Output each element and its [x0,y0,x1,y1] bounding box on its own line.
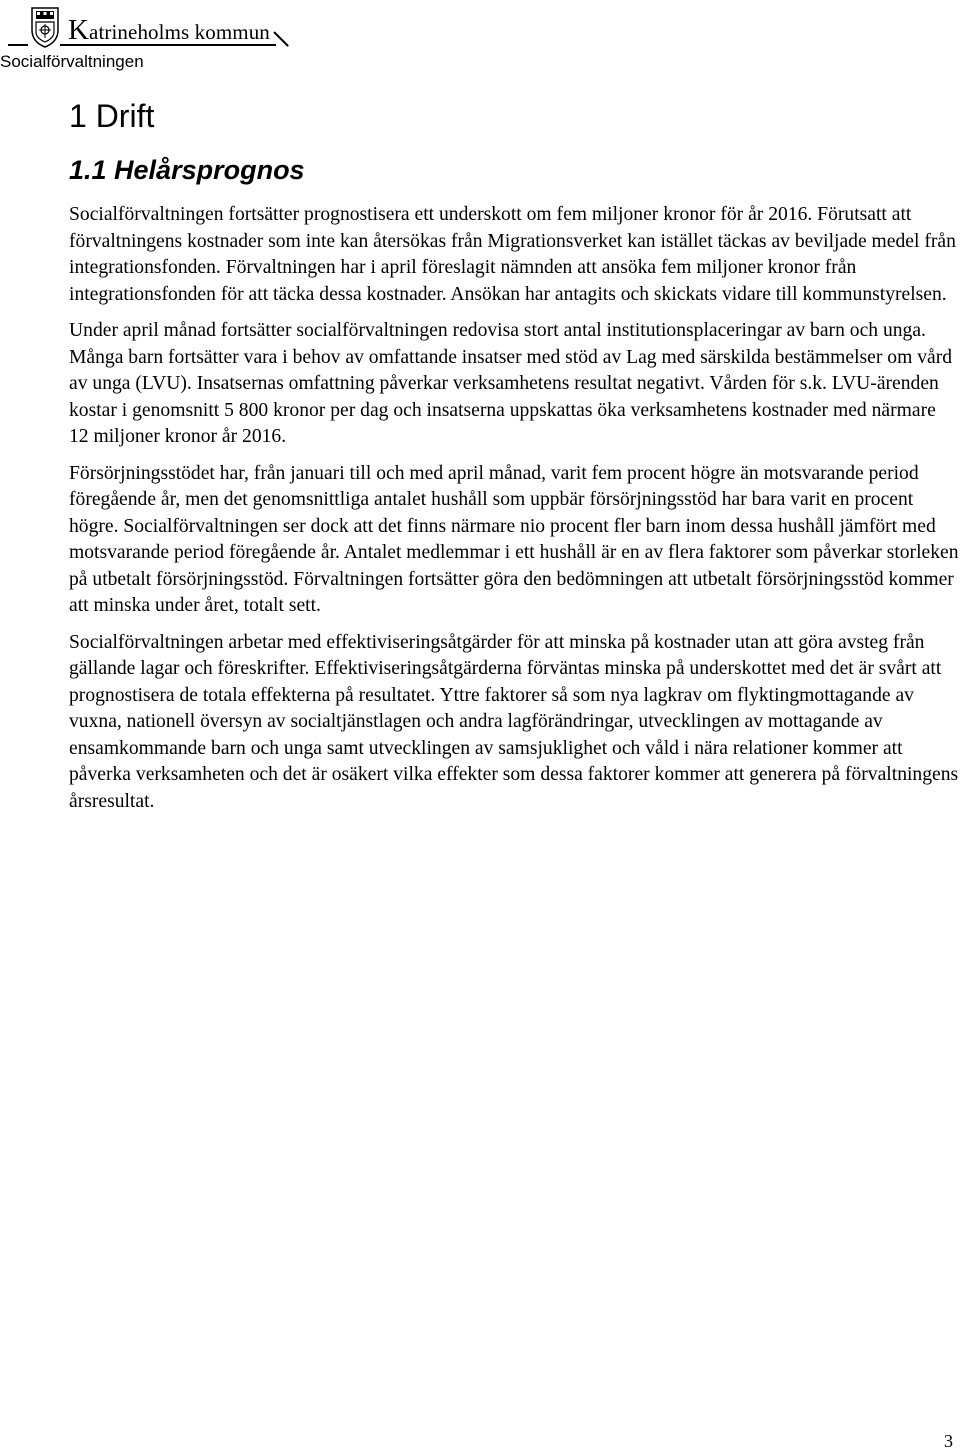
page-header [0,0,960,80]
paragraph-forecast: Socialförvaltningen fortsätter prognostisera ett underskott om fem miljoner kronor för år 2016. Förutsatt att förvaltningens kostnader som inte kan återsökas från Migrationsverket kan istället täckas av beviljade medel från integrationsfonden. Förvaltningen har i april föreslagit nämnden att ansöka fem miljoner kronor från integrationsfonden för att täcka dessa kostnader. Ansökan har antagits och skickats vidare till kommunstyrelsen. [69,204,956,305]
brand-initial: K [68,14,90,46]
paragraph-income-support: Försörjningsstödet har, från januari till och med april månad, varit fem procent högre än motsvarande period föregående år, men det genomsnittliga antalet hushåll som uppbär försörjningsstöd har bara varit en procent högre. Socialförvaltningen ser dock att det finns närmare nio procent fler barn inom dessa hushåll jämfört med motsvarande period föregående år. Antalet medlemmar i ett hushåll är en av flera faktorer som påverkar storleken på utbetalt försörjningsstöd. Förvaltningen fortsätter göra den bedömningen att utbetalt försörjningsstöd kommer att minska under året, totalt sett. [69,462,959,616]
brand-rest: atrineholms kommun [89,20,270,44]
document-body [69,92,960,825]
paragraph-placements: Under april månad fortsätter socialförvaltningen redovisa stort antal institutionsplaceringar av barn och unga. Många barn fortsätter vara i behov av omfattande insatser med stöd av Lag med särskilda bestämmelser om vård av unga (LVU). Insatsernas omfattning påverkar verksamhetens resultat negativt. Vården för s.k. LVU-ärenden kostar i genomsnitt 5 800 kronor per dag och insatserna uppskattas öka verksamhetens kostnader med närmare 12 miljoner kronor år 2016. [69,320,953,447]
department-name: Socialförvaltningen [0,52,144,71]
paragraph-efficiency: Socialförvaltningen arbetar med effektiviseringsåtgärder för att minska på kostnader utan att göra avsteg från gällande lagar och föreskrifter. Effektiviseringsåtgärderna förväntas minska på underskottet med det är svårt att prognostisera de totala effekterna på resultatet. Yttre faktorer så som nya lagkrav om flyktingmottagande av vuxna, nationell översyn av socialtjänstlagen och andra lagförändringar, utvecklingen av mottagande av ensamkommande barn och unga samt utvecklingen av samsjuklighet och våld i nära relationer kommer att påverka verksamheten och det är osäkert vilka effekter som dessa faktorer kommer att generera på förvaltningens årsresultat. [69,631,959,812]
section-heading: 1 Drift [69,98,155,134]
municipal-crest-icon [30,4,60,48]
page-number: 3 [944,1431,953,1451]
header-rule-left [8,44,28,46]
municipality-name [68,14,270,47]
subsection-heading: 1.1 Helårsprognos [69,155,305,185]
